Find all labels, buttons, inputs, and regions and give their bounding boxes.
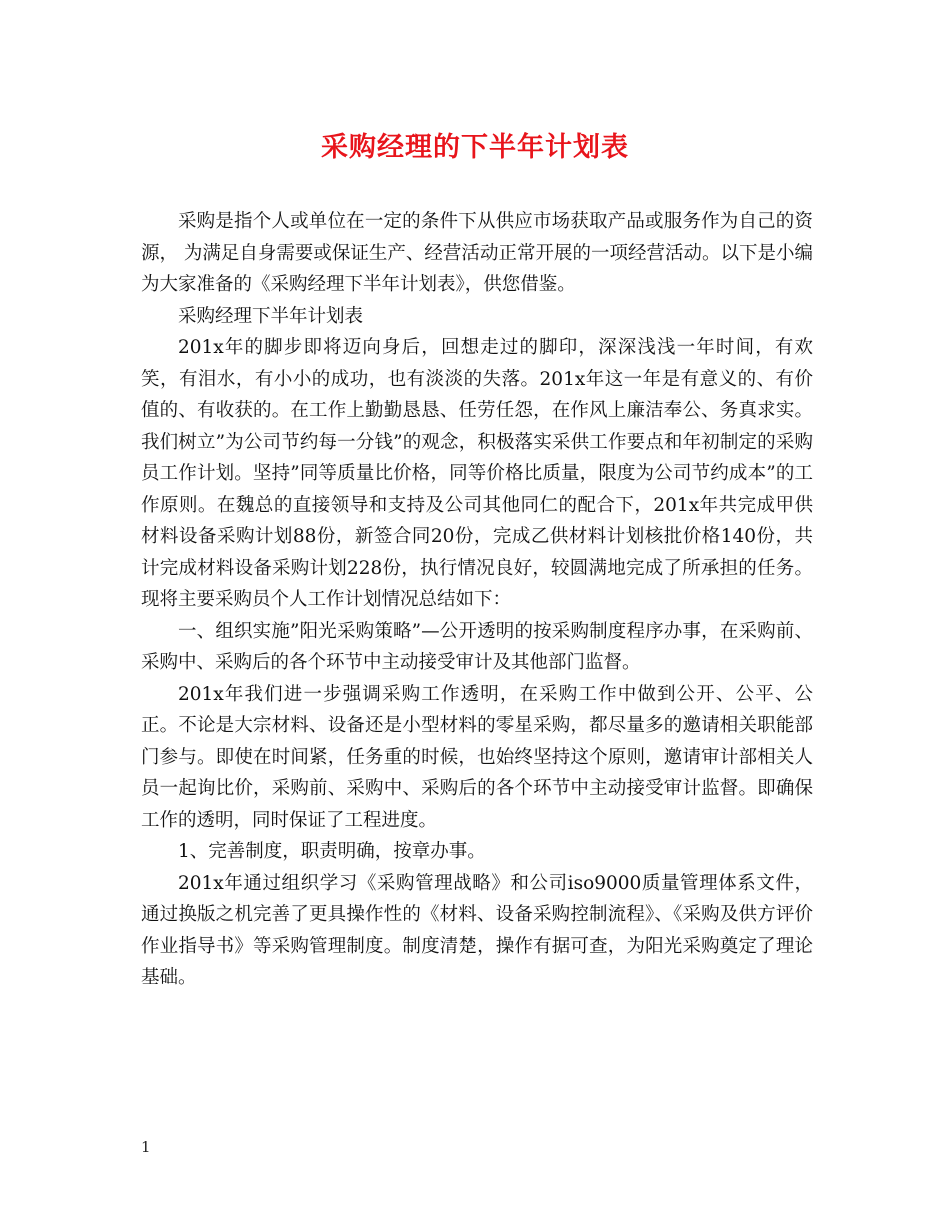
paragraph-summary: 201x年的脚步即将迈向身后，回想走过的脚印，深深浅浅一年时间，有欢笑，有泪水，有小小的成功，也有淡淡的失落。201x年这一年是有意义的、有价值的、有收获的。在工作上勤勤恳恳、任劳任怨，在作风上廉洁奉公、务真求实。我们树立”为公司节约每一分钱”的观念，积极落实采供工作要点和年初制定的采购员工作计划。坚持”同等质量比价格，同等价格比质量，限度为公司节约成本”的工作原则。在魏总的直接领导和支持及公司其他同仁的配合下，201x年共完成甲供材料设备采购计划88份，新签合同20份，完成乙供材料计划核批价格140份，共计完成材料设备采购计划228份，执行情况良好，较圆满地完成了所承担的任务。现将主要采购员个人工作计划情况总结如下： (141, 337, 813, 610)
paragraph-section-1: 一、组织实施”阳光采购策略”—公开透明的按采购制度程序办事，在采购前、采购中、采购后的各个环节中主动接受审计及其他部门监督。 (141, 620, 813, 673)
document-body (141, 206, 813, 994)
paragraph-intro: 采购是指个人或单位在一定的条件下从供应市场获取产品或服务作为自己的资源， 为满足自身需要或保证生产、经营活动正常开展的一项经营活动。以下是小编为大家准备的《采购经理下半年计划表》，供您借鉴。 (141, 211, 813, 295)
page-number: 1 (141, 1138, 151, 1156)
paragraph-transparency: 201x年我们进一步强调采购工作透明，在采购工作中做到公开、公平、公正。不论是大宗材料、设备还是小型材料的零星采购，都尽量多的邀请相关职能部门参与。即使在时间紧，任务重的时候，也始终坚持这个原则，邀请审计部相关人员一起询比价，采购前、采购中、采购后的各个环节中主动接受审计监督。即确保工作的透明，同时保证了工程进度。 (141, 683, 813, 831)
paragraph-system: 201x年通过组织学习《采购管理战略》和公司iso9000质量管理体系文件，通过换版之机完善了更具操作性的《材料、设备采购控制流程》、《采购及供方评价作业指导书》等采购管理制度。制度清楚，操作有据可查，为阳光采购奠定了理论基础。 (141, 872, 813, 988)
paragraph-subtitle: 采购经理下半年计划表 (178, 305, 364, 327)
document-title: 采购经理的下半年计划表 (321, 132, 629, 163)
paragraph-item-1: 1、完善制度，职责明确，按章办事。 (178, 841, 486, 862)
